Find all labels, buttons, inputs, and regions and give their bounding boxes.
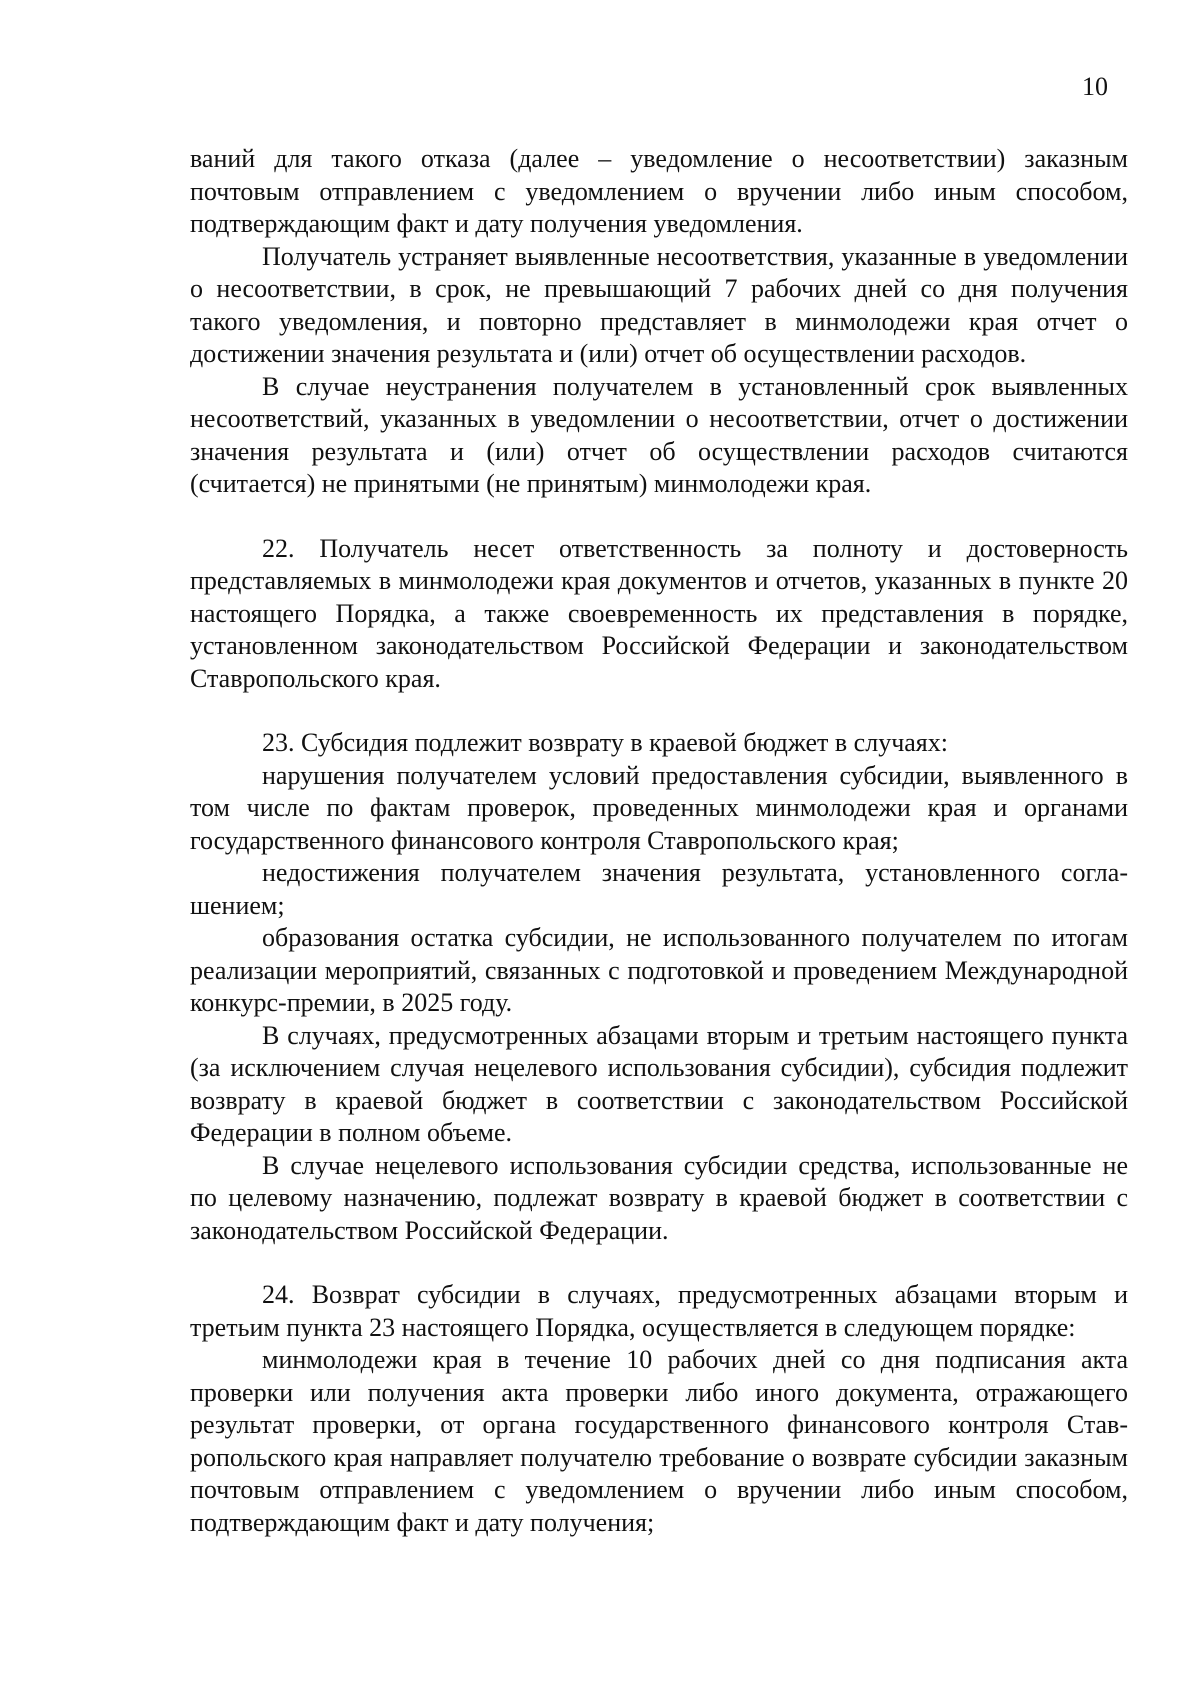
clause-23-full-return: В случаях, предусмотренных абзацами вторым и третьим настоящего пункта (за исключением случая нецелевого использования субсидии), субсидия подлежит возврату в краевой бюджет в соответствии с законодательством Российской Федерации в полном объеме. [190,1020,1128,1147]
page-number: 10 [1082,72,1108,101]
clause-23-heading: 23. Субсидия подлежит возврату в краевой бюджет в случаях: [262,728,948,757]
paragraph-correction: Получатель устраняет выявленные несоответствия, указанные в уведомлении о несоответствии, в срок, не превышающий 7 рабочих дней со дня получения такого уведомления, и повторно представляет в минмолодежи края отчет о достижении значения результата и (или) отчет об осуществлении расходов. [190,241,1128,368]
document-body [190,143,1128,1539]
clause-22: 22. Получатель несет ответственность за полноту и достоверность представляемых в минмолодежи края документов и отчетов, указанных в пункте 20 настоящего Порядка, а также своевременность их представления в порядке, установленном законодательством Российской Федерации и законодательством Ставропольского края. [190,533,1128,693]
clause-23-remainder: образования остатка субсидии, не использованного получателем по итогам реализации мероприятий, связанных с подготовкой и проведением Международной конкурс-премии, в 2025 году. [190,923,1128,1017]
clause-24-heading: 24. Возврат субсидии в случаях, предусмотренных абзацами вторым и третьим пункта 23 настоящего Порядка, осуществляется в следующем порядке: [190,1280,1128,1342]
paragraph-continuation: ваний для такого отказа (далее – уведомление о несоответствии) заказным почтовым отправлением с уведомлением о вручении либо иным способом, подтверждающим факт и дату получения уведомления. [190,144,1128,238]
paragraph-non-correction: В случае неустранения получателем в установленный срок выявленных несоответствий, указанных в уведомлении о несоответствии, отчет о достижении значения результата и (или) отчет об осуществлении расходов считаются (считается) не принятыми (не принятым) минмолодежи края. [190,371,1128,498]
clause-23-violation: нарушения получателем условий предоставления субсидии, выявленного в том числе по фактам проверок, проведенных минмолодежи края и органами государственного финансового контроля Ставропольского края; [190,760,1128,855]
clause-23-non-achievement: недостижения получателем значения результата, установленного соглашением; [190,858,1128,920]
clause-23-misuse: В случае нецелевого использования субсидии средства, использованные не по целевому назначению, подлежат возврату в краевой бюджет в соответствии с законодательством Российской Федерации. [190,1150,1128,1245]
clause-24-demand: минмолодежи края в течение 10 рабочих дней со дня подписания акта проверки или получения акта проверки либо иного документа, отражающего результат проверки, от органа государственного финансового контроля Ставропольского края направляет получателю требование о возврате субсидии заказным почтовым отправлением с уведомлением о вручении либо иным способом, подтверждающим факт и дату получения; [190,1345,1128,1537]
